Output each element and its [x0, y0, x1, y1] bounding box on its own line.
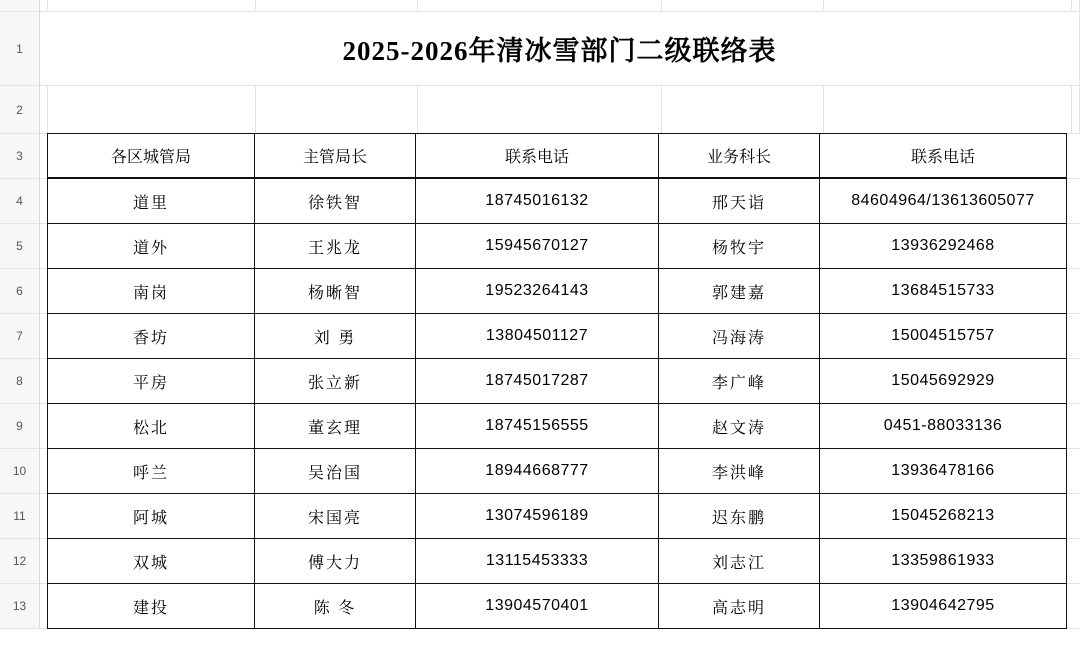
- grid-cell[interactable]: [40, 86, 48, 134]
- row-header-9[interactable]: 9: [0, 404, 40, 449]
- grid-row-5: [0, 224, 1080, 269]
- table-header-cell: 主管局长: [254, 133, 416, 178]
- table-cell-director-phone: 18745156555: [415, 403, 659, 449]
- table-cell-district: 呼兰: [47, 448, 255, 494]
- grid-cell[interactable]: [1067, 494, 1080, 539]
- grid-cell[interactable]: [662, 86, 824, 134]
- table-row: [40, 494, 1080, 539]
- table-row: [40, 359, 1080, 404]
- table-cell-section-chief-phone: 13359861933: [819, 538, 1067, 584]
- grid-cells-2: [40, 86, 1080, 134]
- table-header-cell: 各区城管局: [47, 133, 255, 178]
- table-cell-section-chief: 杨牧宇: [658, 223, 820, 269]
- grid-cells-top: [40, 0, 1080, 12]
- grid-cell[interactable]: [1067, 269, 1080, 314]
- grid-cell[interactable]: [1067, 314, 1080, 359]
- grid-row-7: [0, 314, 1080, 359]
- table-cell-director: 吴治国: [254, 448, 416, 494]
- grid-cell[interactable]: [1072, 86, 1080, 134]
- row-header-2[interactable]: 2: [0, 86, 40, 134]
- table-cell-district: 道外: [47, 223, 255, 269]
- grid-cell[interactable]: [1067, 179, 1080, 224]
- table-cell-section-chief: 赵文涛: [658, 403, 820, 449]
- row-header-6[interactable]: 6: [0, 269, 40, 314]
- table-cell-district: 双城: [47, 538, 255, 584]
- row-header-7[interactable]: 7: [0, 314, 40, 359]
- table-cell-district: 香坊: [47, 313, 255, 359]
- table-cell-section-chief-phone: 15004515757: [819, 313, 1067, 359]
- table-cell-director: 陈 冬: [254, 583, 416, 629]
- grid-cell[interactable]: [256, 0, 418, 12]
- grid-row-4: [0, 179, 1080, 224]
- table-cell-section-chief-phone: 13936292468: [819, 223, 1067, 269]
- grid-cell[interactable]: [1067, 404, 1080, 449]
- grid-cell[interactable]: [1067, 584, 1080, 629]
- grid-row-6: [0, 269, 1080, 314]
- table-cell-section-chief-phone: 0451-88033136: [819, 403, 1067, 449]
- row-header-4[interactable]: 4: [0, 179, 40, 224]
- table-cell-director-phone: 18745016132: [415, 178, 659, 224]
- table-header-cell: 业务科长: [658, 133, 820, 178]
- table-cell-director: 徐铁智: [254, 178, 416, 224]
- table-cell-district: 建投: [47, 583, 255, 629]
- row-header-12[interactable]: 12: [0, 539, 40, 584]
- grid-row-8: [0, 359, 1080, 404]
- table-cell-section-chief: 迟东鹏: [658, 493, 820, 539]
- table-cell-section-chief-phone: 84604964/13613605077: [819, 178, 1067, 224]
- table-cell-director: 杨晰智: [254, 268, 416, 314]
- row-header-11[interactable]: 11: [0, 494, 40, 539]
- row-header-5[interactable]: 5: [0, 224, 40, 269]
- table-cell-director: 王兆龙: [254, 223, 416, 269]
- table-cell-section-chief-phone: 13904642795: [819, 583, 1067, 629]
- table-header-row: [40, 134, 1080, 179]
- grid-cells-1: [40, 12, 1080, 86]
- table-row: [40, 539, 1080, 584]
- grid-row-9: [0, 404, 1080, 449]
- table-cell-director-phone: 18745017287: [415, 358, 659, 404]
- grid-cell[interactable]: [418, 0, 662, 12]
- grid-cell[interactable]: [1067, 224, 1080, 269]
- row-header-10[interactable]: 10: [0, 449, 40, 494]
- table-header-cell: 联系电话: [819, 133, 1067, 178]
- table-cell-section-chief: 刘志江: [658, 538, 820, 584]
- table-cell-section-chief: 李广峰: [658, 358, 820, 404]
- table-cell-director: 张立新: [254, 358, 416, 404]
- table-row: [40, 179, 1080, 224]
- table-cell-district: 阿城: [47, 493, 255, 539]
- table-cell-district: 松北: [47, 403, 255, 449]
- table-cell-district: 南岗: [47, 268, 255, 314]
- grid-row-1: [0, 12, 1080, 86]
- table-cell-section-chief-phone: 13936478166: [819, 448, 1067, 494]
- table-cell-section-chief: 李洪峰: [658, 448, 820, 494]
- table-cell-section-chief-phone: 15045692929: [819, 358, 1067, 404]
- grid-cell[interactable]: [418, 86, 662, 134]
- grid-row-3: [0, 134, 1080, 179]
- grid-cell[interactable]: [1067, 134, 1080, 179]
- grid-row-13: [0, 584, 1080, 629]
- grid-cell[interactable]: [824, 86, 1072, 134]
- grid-cell[interactable]: [256, 86, 418, 134]
- table-cell-section-chief: 高志明: [658, 583, 820, 629]
- table-cell-director-phone: 13115453333: [415, 538, 659, 584]
- row-header-13[interactable]: 13: [0, 584, 40, 629]
- table-cell-director: 刘 勇: [254, 313, 416, 359]
- table-cell-director-phone: 19523264143: [415, 268, 659, 314]
- table-row: [40, 269, 1080, 314]
- row-header-3[interactable]: 3: [0, 134, 40, 179]
- grid-cell[interactable]: [1072, 0, 1080, 12]
- table-cell-director-phone: 18944668777: [415, 448, 659, 494]
- table-cell-director-phone: 13904570401: [415, 583, 659, 629]
- table-cell-director: 宋国亮: [254, 493, 416, 539]
- table-cell-director-phone: 13804501127: [415, 313, 659, 359]
- grid-cell[interactable]: [1067, 539, 1080, 584]
- table-cell-section-chief: 郭建嘉: [658, 268, 820, 314]
- table-row: [40, 404, 1080, 449]
- grid-row-11: [0, 494, 1080, 539]
- table-row: [40, 584, 1080, 629]
- grid-row-2: [0, 86, 1080, 134]
- grid-cell[interactable]: [662, 0, 824, 12]
- table-cell-section-chief: 冯海涛: [658, 313, 820, 359]
- table-cell-director-phone: 15945670127: [415, 223, 659, 269]
- row-header-8[interactable]: 8: [0, 359, 40, 404]
- grid-cell[interactable]: [40, 0, 48, 12]
- table-cell-director: 傅大力: [254, 538, 416, 584]
- table-row: [40, 314, 1080, 359]
- document-title: 2025-2026年清冰雪部门二级联络表: [40, 12, 1080, 86]
- grid-row-top-partial: [0, 0, 1080, 12]
- table-cell-section-chief: 邢天诣: [658, 178, 820, 224]
- table-row: [40, 224, 1080, 269]
- grid-cell[interactable]: [1067, 359, 1080, 404]
- grid-cell[interactable]: [824, 0, 1072, 12]
- grid-row-12: [0, 539, 1080, 584]
- table-cell-section-chief-phone: 13684515733: [819, 268, 1067, 314]
- table-row: [40, 449, 1080, 494]
- table-cell-district: 道里: [47, 178, 255, 224]
- grid-cell[interactable]: [1067, 449, 1080, 494]
- table-cell-section-chief-phone: 15045268213: [819, 493, 1067, 539]
- row-header-top[interactable]: [0, 0, 40, 12]
- table-cell-director-phone: 13074596189: [415, 493, 659, 539]
- table-header-cell: 联系电话: [415, 133, 659, 178]
- row-header-1[interactable]: 1: [0, 12, 40, 86]
- grid-cell[interactable]: [48, 0, 256, 12]
- grid-row-10: [0, 449, 1080, 494]
- table-cell-district: 平房: [47, 358, 255, 404]
- grid-cell[interactable]: [48, 86, 256, 134]
- table-cell-director: 董玄理: [254, 403, 416, 449]
